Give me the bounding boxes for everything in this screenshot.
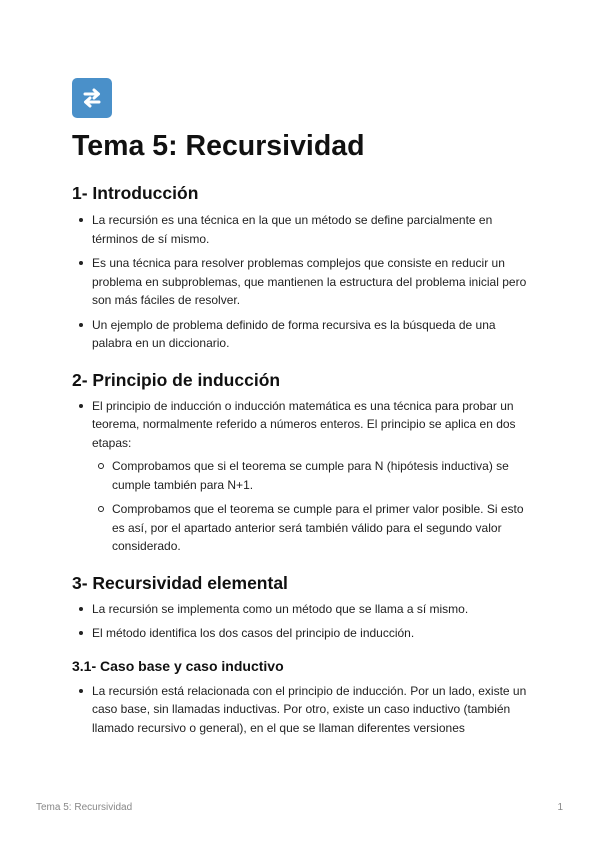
list-item: Un ejemplo de problema definido de forma recursiva es la búsqueda de una palabra en un diccionario. [72,316,527,353]
document-page [72,78,527,737]
list-item: El método identifica los dos casos del principio de inducción. [72,624,527,643]
section-heading-recursividad-elemental: 3- Recursividad elemental [72,572,288,593]
section-heading-principio-induccion: 2- Principio de inducción [72,369,281,390]
sub-list-item: Comprobamos que si el teorema se cumple para N (hipótesis inductiva) se cumple también para N+1. [92,457,527,494]
footer-title: Tema 5: Recursividad [36,802,133,813]
list-item: La recursión se implementa como un método que se llama a sí mismo. [72,600,527,619]
list-item: La recursión es una técnica en la que un método se define parcialmente en términos de sí mismo. [72,211,527,248]
principio-induccion-sublist [92,457,527,556]
subsection-heading-caso-base: 3.1- Caso base y caso inductivo [72,657,284,674]
recursividad-elemental-list [72,600,527,643]
arrows-counterclockwise-icon [72,78,112,118]
list-item: El principio de inducción o inducción matemática es una técnica para probar un teorema, normalmente referido a números enteros. El principio se aplica en dos etapas: [72,397,527,453]
list-item: Es una técnica para resolver problemas complejos que consiste en reducir un problema en subproblemas, que mantienen la estructura del problema inicial pero son más fáciles de resolver. [72,254,527,310]
arrows-counterclockwise-glyph [77,83,107,113]
introduccion-list [72,211,527,353]
list-item: La recursión está relacionada con el principio de inducción. Por un lado, existe un caso base, sin llamadas inductivas. Por otro, existe un caso inductivo (también llamado recursivo o general), en el que se llaman diferentes versiones [72,682,527,738]
sub-list-item: Comprobamos que el teorema se cumple para el primer valor posible. Si esto es así, por el apartado anterior será también válido para el segundo valor considerado. [92,500,527,556]
footer-page-number: 1 [557,802,563,813]
page-title: Tema 5: Recursividad [72,130,365,162]
caso-base-list [72,682,527,738]
section-heading-introduccion: 1- Introducción [72,183,199,203]
principio-induccion-list [72,397,527,453]
